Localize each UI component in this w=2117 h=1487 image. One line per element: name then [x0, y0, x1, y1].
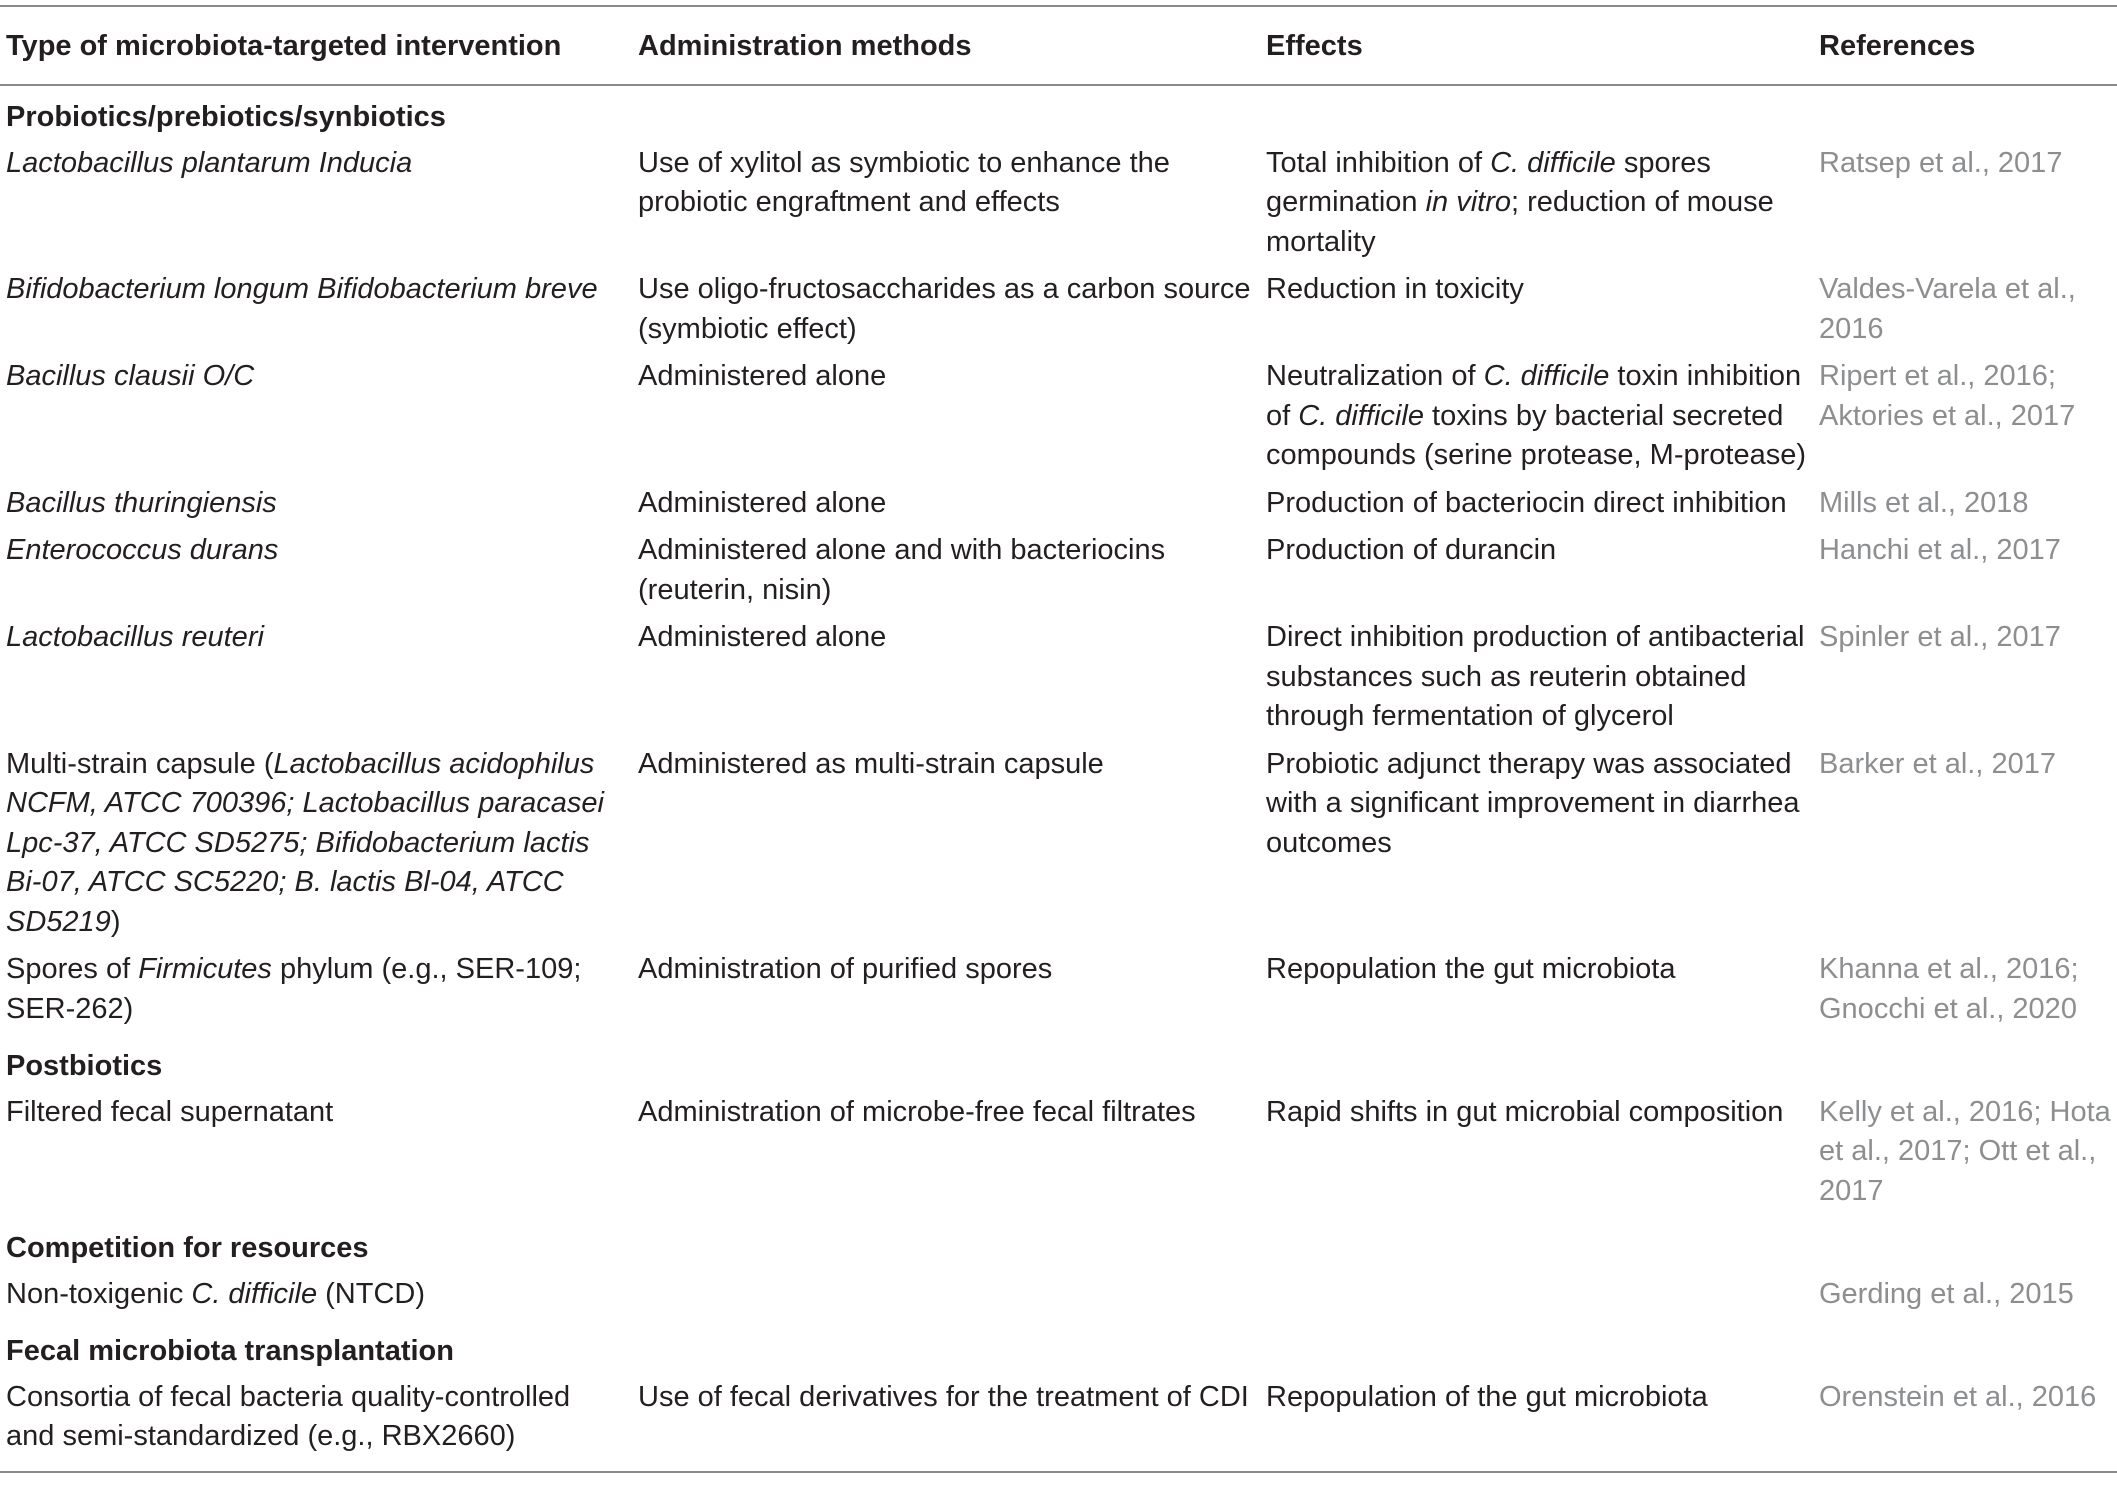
- cell-administration-method: Administration of microbe-free fecal filtrates: [638, 1095, 1196, 1128]
- header-effects: Effects: [1260, 6, 1813, 85]
- intervention-type-segment: Non-toxigenic: [6, 1277, 192, 1310]
- table-row: [0, 1376, 2117, 1472]
- cell-effects: [1260, 482, 1813, 530]
- effects-segment: Reduction in toxicity: [1266, 273, 1524, 305]
- cell-intervention-type: [0, 529, 632, 616]
- cell-administration-method: [632, 1273, 1260, 1321]
- section-row: [0, 85, 2117, 142]
- table-row: [0, 268, 2117, 355]
- cell-intervention-type: [0, 1376, 632, 1472]
- table-body: [0, 85, 2117, 1472]
- cell-effects: [1260, 1273, 1813, 1321]
- header-references: References: [1813, 6, 2117, 85]
- cell-administration-method: Administered as multi-strain capsule: [638, 747, 1104, 780]
- cell-administration-method: Administered alone: [638, 486, 887, 519]
- cell-references: Barker et al., 2017: [1819, 747, 2056, 780]
- cell-references: Kelly et al., 2016; Hota et al., 2017; Ott et al., 2017: [1819, 1095, 2111, 1207]
- table-row: [0, 616, 2117, 743]
- effects-segment: C. difficile: [1490, 146, 1616, 179]
- effects-segment: Direct inhibition production of antibacterial substances such as reuterin obtained through fermentation of glycerol: [1266, 621, 1805, 732]
- intervention-type-segment: ): [110, 905, 121, 938]
- cell-effects: [1260, 142, 1813, 269]
- header-type: Type of microbiota-targeted intervention: [0, 6, 632, 85]
- cell-references: Khanna et al., 2016; Gnocchi et al., 2020: [1819, 953, 2079, 1025]
- table-row: [0, 355, 2117, 482]
- effects-segment: spores germination: [1266, 146, 1711, 218]
- section-title: Competition for resources: [6, 1232, 369, 1264]
- intervention-type-segment: Bifidobacterium longum Bifidobacterium breve: [6, 273, 598, 305]
- intervention-type-segment: Multi-strain capsule (: [6, 747, 274, 780]
- cell-references: Ratsep et al., 2017: [1819, 146, 2063, 179]
- cell-effects: [1260, 743, 1813, 949]
- cell-administration-method: Administered alone and with bacteriocins (reuterin, nisin): [638, 534, 1166, 606]
- cell-administration-method: Use of xylitol as symbiotic to enhance the probiotic engraftment and effects: [638, 146, 1170, 218]
- intervention-type-segment: Lactobacillus acidophilus NCFM, ATCC 700396; Lactobacillus paracasei Lpc-37, ATCC SD5275; Bifidobacterium lactis Bi-07, ATCC SC5220; B. lactis Bl-04, ATCC SD5219: [6, 747, 604, 938]
- intervention-type-segment: C. difficile: [191, 1277, 318, 1310]
- section-row: [0, 1035, 2117, 1091]
- cell-administration-method: Use of fecal derivatives for the treatment of CDI: [632, 1376, 1260, 1472]
- effects-segment: toxin inhibition of: [1266, 360, 1802, 432]
- cell-intervention-type: [0, 616, 632, 743]
- cell-effects: [1260, 529, 1813, 616]
- cell-effects: [1260, 616, 1813, 743]
- cell-intervention-type: [0, 948, 632, 1035]
- table-row: [0, 1091, 2117, 1218]
- effects-segment: Probiotic adjunct therapy was associated with a significant improvement in diarrhea outcomes: [1266, 747, 1800, 859]
- effects-segment: ; reduction of mouse mortality: [1266, 186, 1774, 258]
- header-administration: Administration methods: [632, 6, 1260, 85]
- effects-segment: C. difficile: [1298, 399, 1424, 432]
- intervention-type-segment: phylum (e.g., SER-109; SER-262): [6, 953, 582, 1025]
- intervention-type-segment: Lactobacillus plantarum Inducia: [6, 146, 413, 179]
- intervention-type-segment: Enterococcus durans: [6, 534, 279, 566]
- section-title: Postbiotics: [6, 1050, 163, 1082]
- intervention-type-segment: Firmicutes: [138, 953, 272, 985]
- effects-segment: Production of durancin: [1266, 534, 1557, 566]
- cell-intervention-type: [0, 268, 632, 355]
- cell-effects: [1260, 1376, 1813, 1472]
- cell-references: Gerding et al., 2015: [1819, 1277, 2074, 1310]
- effects-segment: C. difficile: [1483, 360, 1610, 392]
- table-row: [0, 743, 2117, 949]
- effects-segment: Rapid shifts in gut microbial composition: [1266, 1095, 1784, 1128]
- cell-references: Orenstein et al., 2016: [1813, 1376, 2117, 1472]
- cell-references: Spinler et al., 2017: [1819, 621, 2061, 653]
- cell-effects: [1260, 948, 1813, 1035]
- intervention-type-segment: Filtered fecal supernatant: [6, 1095, 334, 1128]
- table-row: [0, 482, 2117, 530]
- cell-intervention-type: [0, 743, 632, 949]
- intervention-type-segment: Bacillus thuringiensis: [6, 486, 277, 519]
- intervention-type-segment: Bacillus clausii O/C: [6, 360, 255, 392]
- cell-references: Mills et al., 2018: [1819, 486, 2029, 519]
- cell-administration-method: Administered alone: [638, 360, 887, 392]
- effects-segment: Total inhibition of: [1266, 146, 1491, 179]
- intervention-type-segment: Consortia of fecal bacteria quality-controlled and semi-standardized (e.g., RBX2660): [6, 1380, 571, 1452]
- section-title: Fecal microbiota transplantation: [6, 1335, 454, 1367]
- intervention-table: [0, 5, 2117, 1473]
- effects-segment: Repopulation the gut microbiota: [1266, 953, 1676, 985]
- cell-intervention-type: [0, 1091, 632, 1218]
- effects-segment: in vitro: [1425, 186, 1512, 218]
- cell-effects: [1260, 355, 1813, 482]
- cell-intervention-type: [0, 1273, 632, 1321]
- cell-effects: [1260, 1091, 1813, 1218]
- intervention-type-segment: (NTCD): [317, 1277, 425, 1310]
- section-row: [0, 1217, 2117, 1273]
- effects-segment: toxins by bacterial secreted compounds (serine protease, M-protease): [1266, 399, 1806, 471]
- cell-administration-method: Administration of purified spores: [638, 953, 1053, 985]
- header-row: [0, 6, 2117, 85]
- effects-segment: Repopulation of the gut microbiota: [1266, 1380, 1708, 1413]
- table-row: [0, 948, 2117, 1035]
- effects-segment: Neutralization of: [1266, 360, 1484, 392]
- section-row: [0, 1320, 2117, 1376]
- intervention-type-segment: Lactobacillus reuteri: [6, 621, 264, 653]
- cell-references: Hanchi et al., 2017: [1819, 534, 2061, 566]
- cell-administration-method: Use oligo-fructosaccharides as a carbon source (symbiotic effect): [638, 273, 1251, 345]
- cell-effects: [1260, 268, 1813, 355]
- section-title: Probiotics/prebiotics/synbiotics: [6, 101, 446, 133]
- table-row: [0, 142, 2117, 269]
- effects-segment: Production of bacteriocin direct inhibition: [1266, 486, 1787, 519]
- cell-intervention-type: [0, 355, 632, 482]
- cell-references: Valdes-Varela et al., 2016: [1819, 273, 2076, 345]
- cell-administration-method: Administered alone: [638, 621, 887, 653]
- intervention-type-segment: Spores of: [6, 953, 139, 985]
- table-header: [0, 6, 2117, 85]
- cell-intervention-type: [0, 142, 632, 269]
- cell-references: Ripert et al., 2016; Aktories et al., 2017: [1819, 360, 2076, 432]
- table-row: [0, 529, 2117, 616]
- cell-intervention-type: [0, 482, 632, 530]
- table-row: [0, 1273, 2117, 1321]
